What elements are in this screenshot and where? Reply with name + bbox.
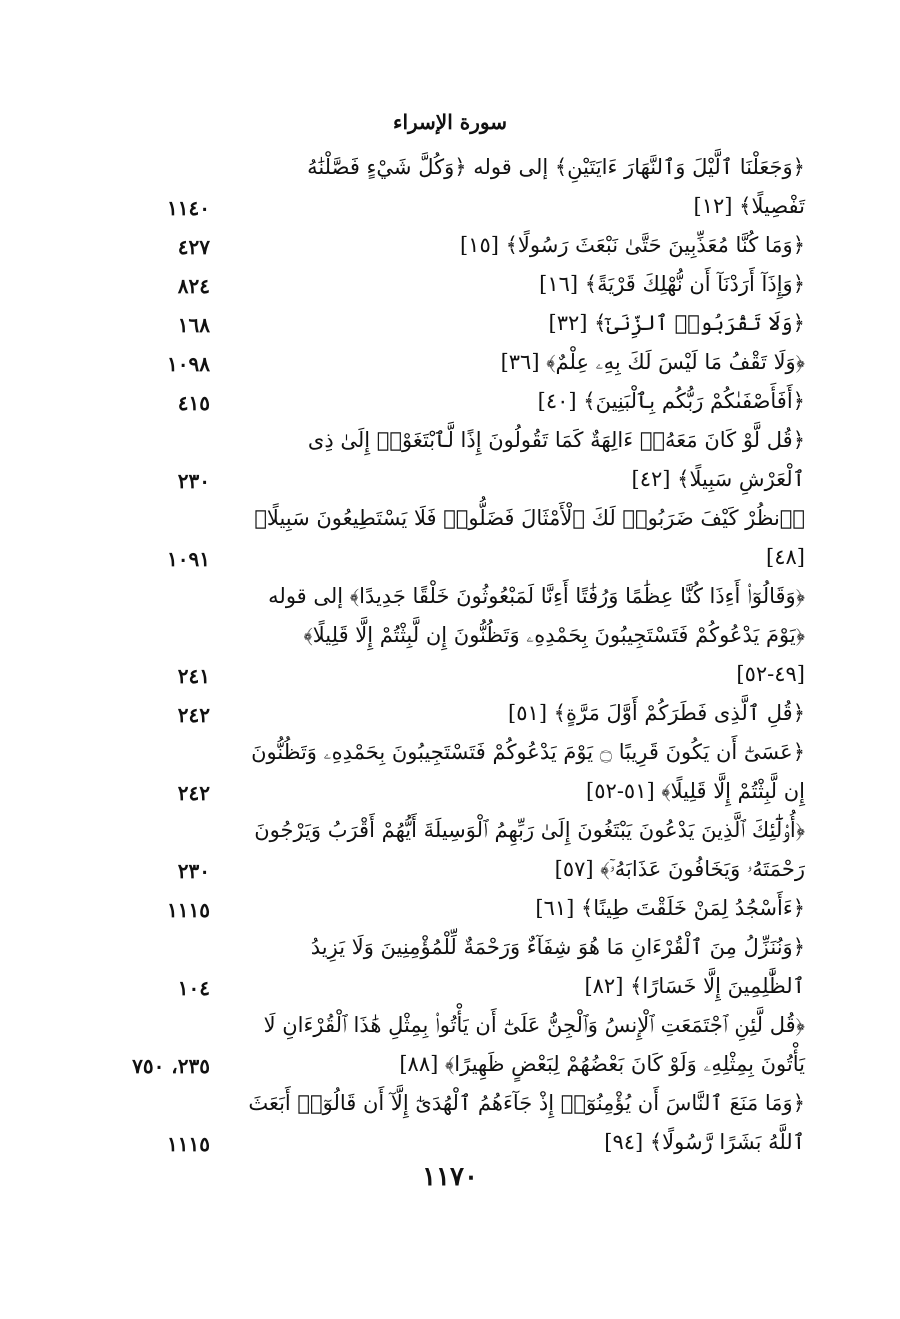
page-reference: ٨٢٤ [177, 274, 210, 298]
index-entry [0, 577, 900, 694]
verse-text: ﴿وَإِذَآ أَرَدْنَآ أَن نُّهْلِكَ قَرْيَةً﴾ [١٦] [539, 272, 805, 296]
verse-text: ﴿وَمَا مَنَعَ ٱلنَّاسَ أَن يُؤْمِنُوٓا۟ إِذْ جَآءَهُمُ ٱلْهُدَىٰٓ إِلَّآ أَن قَالُوٓا۟ أَبَعَثَ ٱللَّهُ بَشَرًا رَّسُولًا﴾ [٩٤] [248, 1091, 805, 1154]
page-reference: ١٠٩٨ [167, 352, 210, 376]
index-entry [0, 382, 900, 421]
verse-text: ﴿عَسَىٰٓ أَن يَكُونَ قَرِيبًا ۝ يَوْمَ يَدْعُوكُمْ فَتَسْتَجِيبُونَ بِحَمْدِهِۦ وَتَظُنُّونَ إِن لَّبِثْتُمْ إِلَّا قَلِيلًا﴾ [٥١-٥٢] [251, 740, 805, 803]
page-reference: ١٠٩١ [167, 547, 210, 571]
index-entry [0, 304, 900, 343]
page-reference: ١١٤٠ [167, 196, 210, 220]
verse-text: ﴿قُلِ ٱلَّذِى فَطَرَكُمْ أَوَّلَ مَرَّةٍ﴾ [٥١] [508, 701, 805, 725]
index-entry [0, 265, 900, 304]
verse-text: ﴿قُل لَّوْ كَانَ مَعَهُۥٓ ءَالِهَةٌ كَمَا تَقُولُونَ إِذًا لَّٱبْتَغَوْا۟ إِلَىٰ ذِى ٱلْعَرْشِ سَبِيلًا﴾ [٤٢] [307, 428, 805, 491]
verse-text: ﴿ءَأَسْجُدُ لِمَنْ خَلَقْتَ طِينًا﴾ [٦١] [535, 896, 805, 920]
index-entry [0, 889, 900, 928]
page-reference: ٤١٥ [177, 391, 210, 415]
page-reference: ١٠٤ [177, 976, 210, 1000]
page-reference: ٢٤٢ [177, 781, 210, 805]
page-reference: ١٦٨ [177, 313, 210, 337]
verse-text: ﴿وَقَالُوٓا۟ أَءِذَا كُنَّا عِظَٰمًا وَرُفَٰتًا أَءِنَّا لَمَبْعُوثُونَ خَلْقًا جَدِيدًا﴾ إلى قوله ﴿يَوْمَ يَدْعُوكُمْ فَتَسْتَجِيبُونَ بِحَمْدِهِۦ وَتَظُنُّونَ إِن لَّبِثْتُمْ إِلَّا قَلِيلًا﴾ [٤٩-٥٢] [268, 584, 805, 686]
index-entry [0, 421, 900, 499]
page-reference: ٢٤١ [177, 664, 210, 688]
index-entry [0, 148, 900, 226]
verse-text: ﴿قُل لَّئِنِ ٱجْتَمَعَتِ ٱلْإِنسُ وَٱلْجِنُّ عَلَىٰٓ أَن يَأْتُوا۟ بِمِثْلِ هَٰذَا ٱلْقُرْءَانِ لَا يَأْتُونَ بِمِثْلِهِۦ وَلَوْ كَانَ بَعْضُهُمْ لِبَعْضٍ ظَهِيرًا﴾ [٨٨] [263, 1013, 805, 1076]
index-entry [0, 499, 900, 577]
index-entry [0, 1006, 900, 1084]
page-reference: ٢٣٠ [177, 859, 210, 883]
index-entry [0, 811, 900, 889]
page-reference: ٤٢٧ [177, 235, 210, 259]
index-entry [0, 733, 900, 811]
verse-text: ﴿وَمَا كُنَّا مُعَذِّبِينَ حَتَّىٰ نَبْعَثَ رَسُولًا﴾ [١٥] [459, 233, 805, 257]
verse-text: ﴿وَلَا تَقْفُ مَا لَيْسَ لَكَ بِهِۦ عِلْمٌ﴾ [٣٦] [500, 350, 805, 374]
index-entry [0, 226, 900, 265]
index-entry [0, 343, 900, 382]
surah-title: سورة الإسراء [393, 110, 507, 134]
verse-text: ﴿وَنُنَزِّلُ مِنَ ٱلْقُرْءَانِ مَا هُوَ شِفَآءٌ وَرَحْمَةٌ لِّلْمُؤْمِنِينَ وَلَا يَزِيدُ ٱلظَّٰلِمِينَ إِلَّا خَسَارًا﴾ [٨٢] [310, 935, 805, 998]
index-list [0, 148, 900, 1162]
page-number: ١١٧٠ [422, 1162, 478, 1192]
index-entry [0, 1084, 900, 1162]
index-entry [0, 928, 900, 1006]
verse-text: ﴿وَلَا تَقْرَبُوا۟ ٱلزِّنَىٰٓ﴾ [٣٢] [548, 311, 805, 335]
page-reference: ٢٤٢ [177, 703, 210, 727]
verse-text: ﴿أَفَأَصْفَىٰكُمْ رَبُّكُم بِٱلْبَنِينَ﴾ [٤٠] [537, 389, 805, 413]
page-reference: ١١١٥ [167, 898, 210, 922]
verse-text: ﴿أُو۟لَٰٓئِكَ ٱلَّذِينَ يَدْعُونَ يَبْتَغُونَ إِلَىٰ رَبِّهِمُ ٱلْوَسِيلَةَ أَيُّهُمْ أَقْرَبُ وَيَرْجُونَ رَحْمَتَهُۥ وَيَخَافُونَ عَذَابَهُۥٓ﴾ [٥٧] [254, 818, 805, 881]
page-reference: ٢٣٥، ٧٥٠ [132, 1054, 210, 1078]
page-reference: ١١١٥ [167, 1132, 210, 1156]
page-reference: ٢٣٠ [177, 469, 210, 493]
verse-text: ﴿ٱنظُرْ كَيْفَ ضَرَبُوا۟ لَكَ ٱلْأَمْثَالَ فَضَلُّوا۟ فَلَا يَسْتَطِيعُونَ سَبِيلًا﴾ [٤٨] [254, 506, 805, 569]
index-entry [0, 694, 900, 733]
verse-text: ﴿وَجَعَلْنَا ٱلَّيْلَ وَٱلنَّهَارَ ءَايَتَيْنِ﴾ إلى قوله ﴿وَكُلَّ شَيْءٍ فَصَّلْنَٰهُ تَفْصِيلًا﴾ [١٢] [307, 155, 805, 218]
